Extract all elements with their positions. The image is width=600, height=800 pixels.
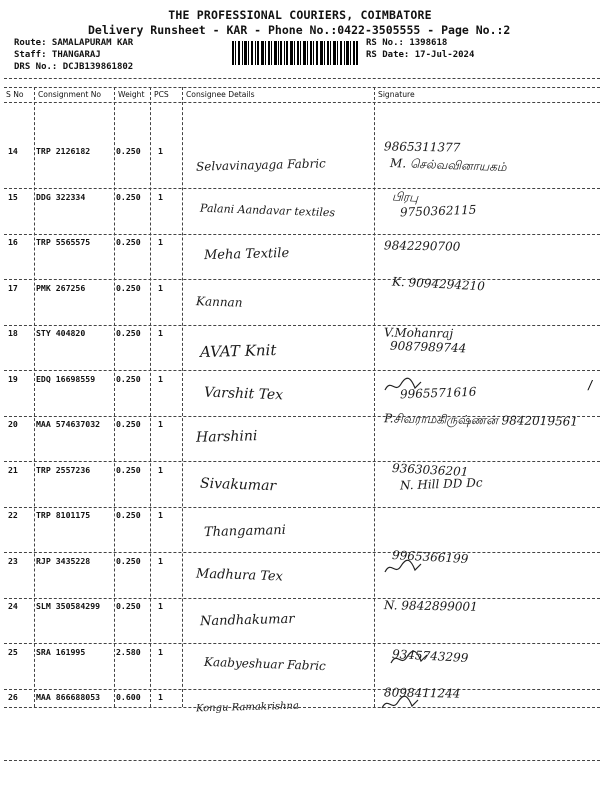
- staff-label: Staff: THANGARAJ: [14, 50, 101, 60]
- row-serial-number: 24: [8, 601, 18, 611]
- package-weight: 0.250: [116, 146, 141, 156]
- package-weight: 0.250: [116, 510, 141, 520]
- column-header-consignee: Consignee Details: [186, 90, 255, 99]
- row-serial-number: 14: [8, 146, 18, 156]
- row-divider: [4, 689, 600, 690]
- row-serial-number: 20: [8, 419, 18, 429]
- consignee-name: Meha Textile: [203, 245, 290, 264]
- piece-count: 1: [158, 601, 163, 611]
- row-serial-number: 22: [8, 510, 18, 520]
- signature-line: N. 9842899001: [383, 598, 478, 614]
- signature-line: V.Mohanraj: [383, 325, 454, 341]
- signature-line: 9965571616: [399, 384, 477, 401]
- package-weight: 0.250: [116, 373, 141, 384]
- consignment-number: MAA 866688053: [36, 692, 101, 702]
- column-header-sno: S No: [6, 90, 24, 99]
- consignee-name: Kongu Ramakrishna: [195, 700, 300, 715]
- signature-scrawl: [383, 376, 423, 396]
- consignment-number: SRA 161995: [36, 646, 86, 657]
- row-serial-number: 23: [8, 555, 18, 566]
- piece-count: 1: [158, 692, 163, 702]
- piece-count: 1: [158, 646, 163, 657]
- piece-count: 1: [158, 510, 163, 520]
- column-header-consignment: Consignment No: [38, 90, 102, 99]
- package-weight: 2.580: [116, 646, 141, 657]
- document-subtitle: Delivery Runsheet - KAR - Phone No.:0422-3505555 - Page No.:2: [88, 23, 511, 37]
- package-weight: 0.250: [116, 191, 141, 202]
- route-label: Route: SAMALAPURAM KAR: [14, 38, 134, 48]
- row-serial-number: 25: [8, 646, 18, 657]
- column-divider: [114, 87, 115, 707]
- column-divider: [374, 87, 375, 707]
- row-serial-number: 19: [8, 373, 18, 384]
- signature-line: பிரபு: [391, 188, 419, 205]
- signature-line: 9750362115: [399, 202, 477, 219]
- column-divider: [150, 87, 151, 707]
- piece-count: 1: [158, 237, 163, 247]
- row-divider: [4, 370, 600, 371]
- row-serial-number: 15: [8, 191, 18, 202]
- row-divider: [4, 234, 600, 235]
- signature-line: 8098411244: [383, 685, 461, 701]
- column-divider: [182, 87, 183, 707]
- margin-mark: /: [586, 378, 594, 392]
- row-divider: [4, 507, 600, 508]
- consignment-number: PMK 267256: [36, 282, 86, 293]
- piece-count: 1: [158, 373, 163, 384]
- signature-scrawl: [383, 558, 423, 578]
- column-header-signature: Signature: [378, 90, 415, 99]
- consignee-name: AVAT Knit: [199, 341, 277, 361]
- consignment-number: TRP 8101175: [36, 510, 91, 520]
- header-divider: [4, 87, 600, 88]
- piece-count: 1: [158, 464, 163, 475]
- signature-scrawl: [380, 694, 420, 714]
- row-divider: [4, 598, 600, 599]
- package-weight: 0.250: [116, 601, 141, 611]
- consignee-name: Selvavinayaga Fabric: [195, 156, 326, 174]
- barcode-image: [232, 41, 358, 65]
- drs-number: DRS No.: DCJB139861802: [14, 62, 134, 72]
- document-title: THE PROFESSIONAL COURIERS, COIMBATORE: [168, 8, 432, 22]
- row-divider: [4, 643, 600, 644]
- column-header-weight: Weight: [118, 90, 145, 99]
- piece-count: 1: [158, 419, 163, 429]
- piece-count: 1: [158, 191, 163, 202]
- consignee-name: Palani Aandavar textiles: [199, 201, 336, 219]
- consignment-number: TRP 5565575: [36, 237, 91, 247]
- piece-count: 1: [158, 146, 163, 156]
- signature-line: 9965366199: [391, 547, 469, 566]
- row-divider: [4, 325, 600, 326]
- consignee-name: Kannan: [195, 293, 243, 310]
- consignee-name: Sivakumar: [199, 475, 277, 494]
- signature-scrawl: [389, 649, 429, 669]
- piece-count: 1: [158, 282, 163, 293]
- rs-date: RS Date: 17-Jul-2024: [366, 50, 475, 60]
- table-bottom-rule: [4, 707, 600, 708]
- consignee-name: Harshini: [195, 428, 258, 446]
- row-serial-number: 18: [8, 328, 18, 338]
- consignment-number: TRP 2557236: [36, 464, 91, 475]
- package-weight: 0.600: [116, 692, 141, 702]
- piece-count: 1: [158, 555, 163, 566]
- package-weight: 0.250: [116, 464, 141, 475]
- column-header-pcs: PCS: [154, 90, 169, 99]
- row-serial-number: 26: [8, 692, 18, 702]
- package-weight: 0.250: [116, 555, 141, 566]
- package-weight: 0.250: [116, 419, 141, 429]
- package-weight: 0.250: [116, 237, 141, 247]
- consignment-number: MAA 574637032: [36, 419, 101, 429]
- signature-line: N. Hill DD Dc: [399, 475, 483, 492]
- consignee-name: Nandhakumar: [199, 611, 295, 630]
- consignment-number: SLM 350584299: [36, 601, 101, 611]
- consignment-number: TRP 2126182: [36, 146, 91, 156]
- signature-line: 9842290700: [383, 238, 461, 254]
- row-serial-number: 21: [8, 464, 18, 475]
- row-divider: [4, 461, 600, 462]
- signature-line: M. செல்வவினாயகம்: [389, 155, 507, 175]
- consignment-number: DDG 322334: [36, 191, 86, 202]
- row-serial-number: 16: [8, 237, 18, 247]
- consignment-number: EDQ 16698559: [36, 373, 96, 384]
- signature-line: P.சிவராமகிருஷ்ணன் 9842019561: [383, 411, 579, 429]
- row-divider: [4, 552, 600, 553]
- consignee-name: Thangamani: [203, 522, 287, 541]
- rs-number: RS No.: 1398618: [366, 38, 448, 48]
- row-divider: [4, 188, 600, 189]
- signature-line: 9865311377: [383, 139, 461, 155]
- row-divider: [4, 279, 600, 280]
- piece-count: 1: [158, 328, 163, 338]
- row-serial-number: 17: [8, 282, 18, 293]
- consignee-name: Varshit Tex: [203, 384, 284, 403]
- column-header-divider: [4, 102, 600, 103]
- page-bottom-rule: [4, 760, 600, 761]
- consignment-number: STY 404820: [36, 328, 86, 338]
- signature-line: 9087989744: [389, 338, 467, 356]
- header-divider-top: [4, 78, 600, 79]
- signature-line: 9363036201: [391, 460, 469, 479]
- package-weight: 0.250: [116, 328, 141, 338]
- signature-line: K. 9094294210: [391, 274, 486, 293]
- signature-line: 9345743299: [391, 646, 469, 665]
- consignee-name: Kaabyeshuar Fabric: [203, 654, 327, 673]
- column-divider: [34, 87, 35, 707]
- package-weight: 0.250: [116, 282, 141, 293]
- consignment-number: RJP 3435228: [36, 555, 91, 566]
- consignee-name: Madhura Tex: [195, 565, 284, 585]
